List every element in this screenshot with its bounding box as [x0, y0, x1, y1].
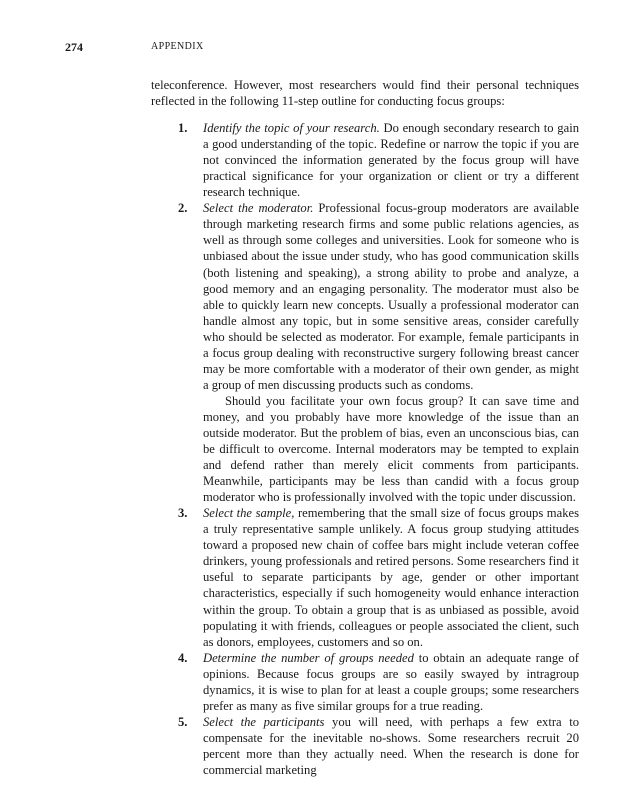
step-5 — [151, 714, 579, 778]
step-number: 1. — [178, 121, 188, 136]
step-paragraph — [203, 200, 579, 393]
step-title: Select the moderator. — [203, 201, 314, 216]
step-number: 3. — [178, 506, 188, 521]
step-paragraph — [203, 505, 579, 649]
step-text: remembering that the small size of focus groups makes a truly representative sample unlikely. A focus group studying attitudes toward a proposed new chain of coffee bars might include veteran coffee drinkers, young professionals and retired persons. Some researchers find it useful to separate participants by age, gender or other important characteristics, especially if such homogeneity would enhance interaction within the group. To obtain a group that is as unbiased as possible, avoid populating it with friends, colleagues or people associated the client, such as donors, employees, customers and so on. — [203, 506, 579, 649]
intro-paragraph: teleconference. However, most researchers would find their personal techniques reflected in the following 11-step outline for conducting focus groups: — [151, 78, 579, 109]
step-number: 4. — [178, 650, 188, 665]
step-text: you will need, with perhaps a few extra to compensate for the inevitable no-shows. Some researchers recruit 20 percent more than they actually need. When the research is done for commercial marketing — [203, 714, 579, 777]
step-text: to obtain an adequate range of opinions. Because focus groups are so easily swayed by intragroup dynamics, it is wise to plan for at least a couple groups; some researchers prefer as many as five similar groups for a true reading. — [203, 650, 579, 713]
step-paragraph-continued: Should you facilitate your own focus group? It can save time and money, and you probably have more knowledge of the issue than an outside moderator. But the problem of bias, even an unconscious bias, can be difficult to overcome. Internal moderators may be tempted to explain and defend rather than merely elicit comments from participants. Meanwhile, participants may be less than candid with a focus group moderator who is professionally involved with the topic under discussion. — [203, 393, 579, 505]
step-3 — [151, 505, 579, 649]
step-title: Identify the topic of your research. — [203, 121, 380, 136]
step-paragraph — [203, 714, 579, 778]
step-title: Select the sample, — [203, 506, 295, 521]
step-title: Determine the number of groups needed — [203, 650, 414, 665]
step-title: Select the participants — [203, 714, 325, 729]
page-body — [151, 77, 579, 778]
step-4 — [151, 650, 579, 714]
step-number: 2. — [178, 201, 188, 216]
step-1 — [151, 120, 579, 200]
step-number: 5. — [178, 714, 188, 729]
running-head: APPENDIX — [151, 41, 204, 52]
focus-group-steps-list — [151, 120, 579, 778]
step-paragraph — [203, 120, 579, 200]
step-text: Professional focus-group moderators are available through marketing research firms and some public relations agencies, as well as through some colleges and universities. Look for someone who is unbiased about the issue under study, who has good communication skills (both listening and speaking), a strong ability to probe and analyze, a good memory and an engaging personality. The moderator must also be able to quickly learn new concepts. Usually a professional moderator can handle almost any topic, but in some sensitive areas, consider carefully who should be selected as moderator. For example, female participants in a focus group dealing with reconstructive surgery following breast cancer may be more comfortable with a moderator of their own gender, as might a group of men discussing products such as condoms. — [203, 201, 579, 392]
step-paragraph — [203, 650, 579, 714]
page-number: 274 — [65, 40, 83, 54]
step-2 — [151, 200, 579, 505]
page-header — [65, 40, 603, 56]
step-text: Do enough secondary research to gain a good understanding of the topic. Redefine or narrow the topic if you are not convinced the information generated by the focus group will have practical significance for your organization or client or try a different research technique. — [203, 121, 579, 200]
